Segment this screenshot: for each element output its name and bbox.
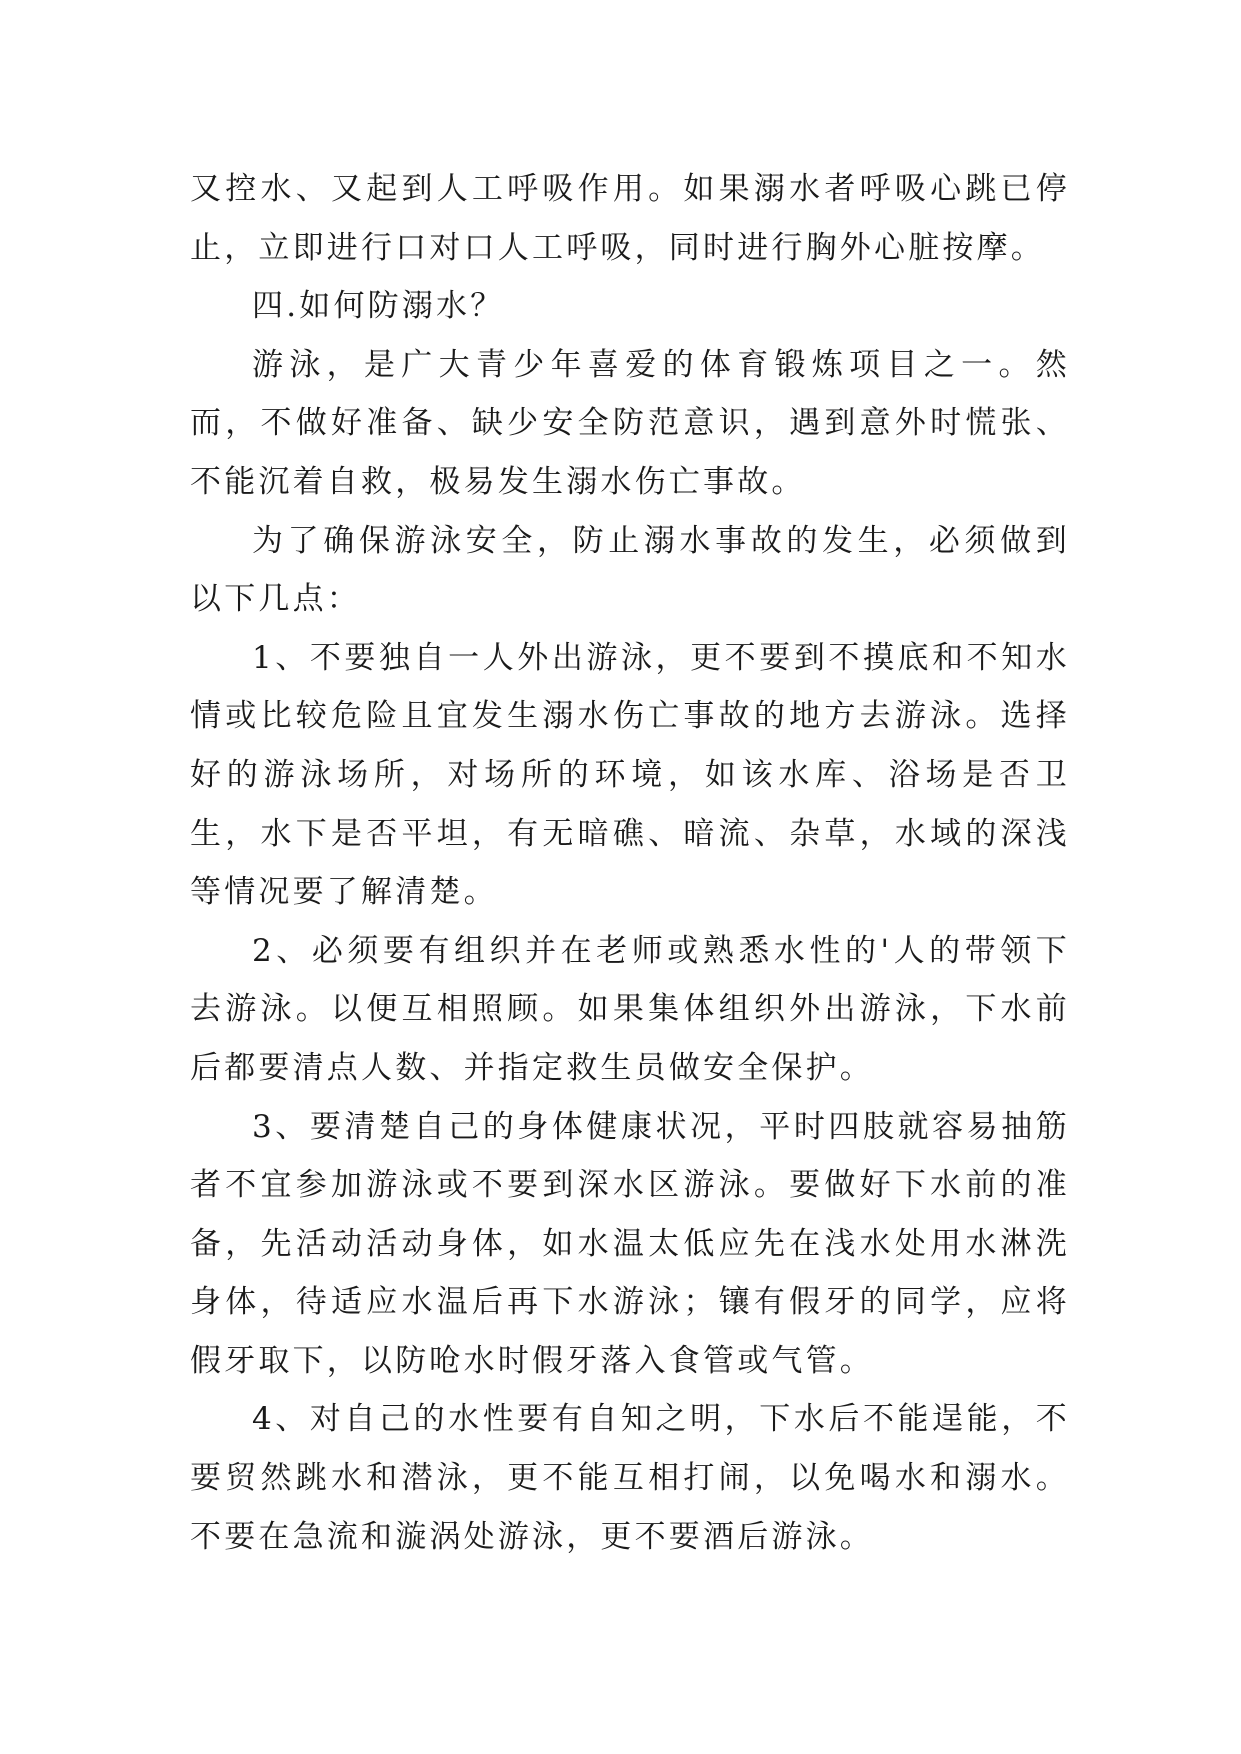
section-heading: 四.如何防溺水？ — [252, 288, 505, 325]
paragraph-lead-in: 为了确保游泳安全，防止溺水事故的发生，必须做到以下几点： — [190, 522, 1070, 618]
list-item-2: 2、必须要有组织并在老师或熟悉水性的'人的带领下去游泳。以便互相照顾。如果集体组织外出游泳，下水前后都要清点人数、并指定救生员做安全保护。 — [190, 932, 1070, 1086]
paragraph-continuation: 又控水、又起到人工呼吸作用。如果溺水者呼吸心跳已停止，立即进行口对口人工呼吸，同时进行胸外心脏按摩。 — [190, 171, 1070, 266]
list-item-4: 4、对自己的水性要有自知之明，下水后不能逞能，不要贸然跳水和潜泳，更不能互相打闹，以免喝水和溺水。不要在急流和漩涡处游泳，更不要酒后游泳。 — [190, 1401, 1070, 1555]
list-item-3: 3、要清楚自己的身体健康状况，平时四肢就容易抽筋者不宜参加游泳或不要到深水区游泳。要做好下水前的准备，先活动活动身体，如水温太低应先在浅水处用水淋洗身体，待适应水温后再下水游泳；镶有假牙的同学，应将假牙取下，以防呛水时假牙落入食管或气管。 — [190, 1108, 1070, 1379]
document-body — [190, 160, 1070, 1566]
list-item-1: 1、不要独自一人外出游泳，更不要到不摸底和不知水情或比较危险且宜发生溺水伤亡事故的地方去游泳。选择好的游泳场所，对场所的环境，如该水库、浴场是否卫生，水下是否平坦，有无暗礁、暗流、杂草，水域的深浅等情况要了解清楚。 — [190, 639, 1070, 911]
paragraph-intro: 游泳，是广大青少年喜爱的体育锻炼项目之一。然而，不做好准备、缺少安全防范意识，遇到意外时慌张、不能沉着自救，极易发生溺水伤亡事故。 — [190, 346, 1070, 500]
